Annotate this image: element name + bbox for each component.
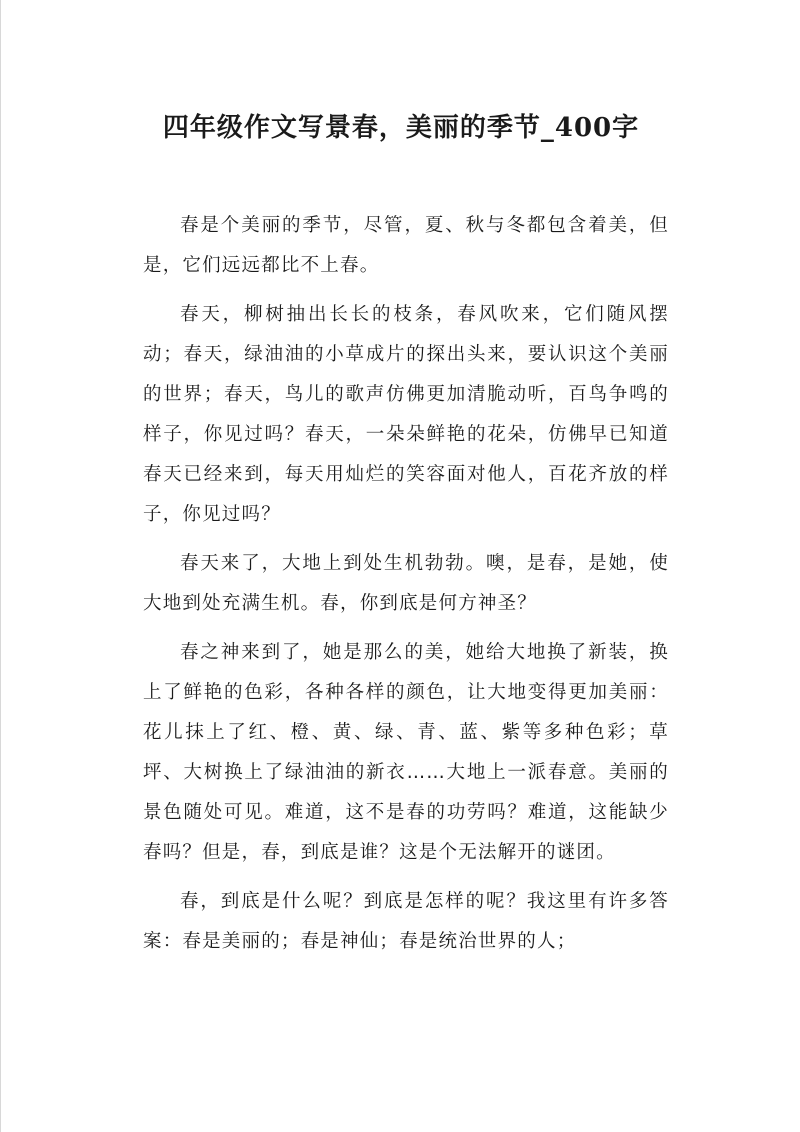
paragraph-2: 春天，柳树抽出长长的枝条，春风吹来，它们随风摆动；春天，绿油油的小草成片的探出头来，要认识这个美丽的世界；春天，鸟儿的歌声仿佛更加清脆动听，百鸟争鸣的样子，你见过吗？春天，一朵朵鲜艳的花朵，仿佛早已知道春天已经来到，每天用灿烂的笑容面对他人，百花齐放的样子，你见过吗？ [143,304,669,525]
document-title: 四年级作文写景春，美丽的季节_400字 [162,113,640,143]
document-body [143,206,669,971]
paragraph-5: 春，到底是什么呢？到底是怎样的呢？我这里有许多答案：春是美丽的；春是神仙；春是统治世界的人； [143,891,669,952]
paragraph-1: 春是个美丽的季节，尽管，夏、秋与冬都包含着美，但是，它们远远都比不上春。 [143,215,669,276]
paragraph-3: 春天来了，大地上到处生机勃勃。噢，是春，是她，使大地到处充满生机。春，你到底是何方神圣？ [143,553,669,614]
paragraph-4: 春之神来到了，她是那么的美，她给大地换了新装，换上了鲜艳的色彩，各种各样的颜色，让大地变得更加美丽：花儿抹上了红、橙、黄、绿、青、蓝、紫等多种色彩；草坪、大树换上了绿油油的新衣……大地上一派春意。美丽的景色随处可见。难道，这不是春的功劳吗？难道，这能缺少春吗？但是，春，到底是谁？这是个无法解开的谜团。 [143,642,669,863]
